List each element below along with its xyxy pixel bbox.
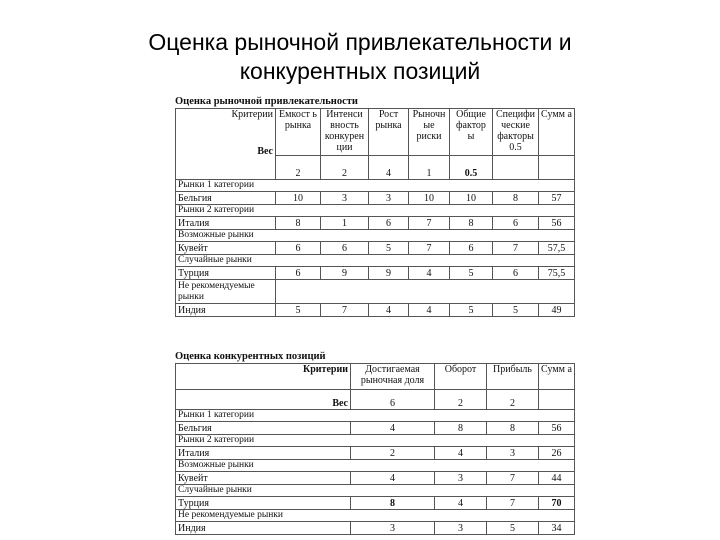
score-cell: 8 xyxy=(493,192,539,205)
score-cell: 6 xyxy=(276,267,321,280)
weight-row xyxy=(176,390,575,410)
category-label: Рынки 2 категории xyxy=(176,435,575,447)
score-cell: 6 xyxy=(493,267,539,280)
market-name: Бельгия xyxy=(176,192,276,205)
score-cell: 10 xyxy=(276,192,321,205)
competitive-positions-table xyxy=(175,351,575,535)
sum-cell: 44 xyxy=(539,472,575,485)
weight-value xyxy=(493,156,539,180)
sum-cell: 57,5 xyxy=(539,242,575,255)
score-cell: 8 xyxy=(276,217,321,230)
score-cell: 9 xyxy=(369,267,409,280)
market-name: Италия xyxy=(176,217,276,230)
header-cell: Специфи ческие факторы 0.5 xyxy=(493,109,539,156)
weight-value: 2 xyxy=(435,390,487,410)
category-label: Случайные рынки xyxy=(176,255,575,267)
weight-value: 2 xyxy=(487,390,539,410)
score-cell: 3 xyxy=(351,522,435,535)
score-cell: 8 xyxy=(450,217,493,230)
score-cell: 7 xyxy=(409,242,450,255)
header-cell: Сумм а xyxy=(539,364,575,390)
score-cell: 3 xyxy=(487,447,539,460)
score-cell: 4 xyxy=(351,422,435,435)
sum-cell: 56 xyxy=(539,217,575,230)
category-row xyxy=(176,510,575,522)
score-cell: 4 xyxy=(369,304,409,317)
score-cell: 2 xyxy=(351,447,435,460)
table-row xyxy=(176,422,575,435)
score-cell: 8 xyxy=(435,422,487,435)
score-cell: 10 xyxy=(409,192,450,205)
table-row xyxy=(176,192,575,205)
sum-cell: 70 xyxy=(539,497,575,510)
weight-value: 2 xyxy=(321,156,369,180)
category-row xyxy=(176,255,575,267)
category-row xyxy=(176,205,575,217)
score-cell: 7 xyxy=(321,304,369,317)
category-row xyxy=(176,280,575,304)
table-row xyxy=(176,304,575,317)
category-label: Возможные рынки xyxy=(176,230,575,242)
market-attractiveness-table xyxy=(175,96,575,317)
market-name: Кувейт xyxy=(176,242,276,255)
category-row xyxy=(176,485,575,497)
sum-cell: 56 xyxy=(539,422,575,435)
header-cell: Достигаемая рыночная доля xyxy=(351,364,435,390)
category-row xyxy=(176,410,575,422)
header-cell: Рост рынка xyxy=(369,109,409,156)
sum-cell: 26 xyxy=(539,447,575,460)
criteria-cell xyxy=(176,109,276,180)
category-label: Не рекомендуемые рынки xyxy=(176,280,276,304)
score-cell: 6 xyxy=(321,242,369,255)
sum-cell: 34 xyxy=(539,522,575,535)
market-name: Кувейт xyxy=(176,472,351,485)
market-name: Индия xyxy=(176,522,351,535)
market-name: Индия xyxy=(176,304,276,317)
score-cell: 3 xyxy=(435,522,487,535)
slide-title-line-2: конкурентных позиций xyxy=(239,58,481,84)
table-row xyxy=(176,447,575,460)
score-cell: 8 xyxy=(351,497,435,510)
category-label: Не рекомендуемые рынки xyxy=(176,510,575,522)
score-cell: 7 xyxy=(487,497,539,510)
score-cell: 3 xyxy=(321,192,369,205)
category-label: Рынки 1 категории xyxy=(176,410,575,422)
header-cell: Общие фактор ы xyxy=(450,109,493,156)
score-cell: 5 xyxy=(276,304,321,317)
score-cell: 3 xyxy=(435,472,487,485)
sum-cell: 49 xyxy=(539,304,575,317)
weight-value: 1 xyxy=(409,156,450,180)
header-row xyxy=(176,364,575,390)
score-cell: 6 xyxy=(450,242,493,255)
header-cell: Интенси вность конкурен ции xyxy=(321,109,369,156)
category-row xyxy=(176,180,575,192)
header-cell: Сумм а xyxy=(539,109,575,156)
weight-label: Вес xyxy=(257,146,273,157)
competitive-grid xyxy=(175,363,575,535)
score-cell: 7 xyxy=(493,242,539,255)
score-cell: 10 xyxy=(450,192,493,205)
score-cell: 4 xyxy=(435,447,487,460)
score-cell: 4 xyxy=(351,472,435,485)
sum-cell: 75,5 xyxy=(539,267,575,280)
score-cell: 7 xyxy=(409,217,450,230)
score-cell: 5 xyxy=(369,242,409,255)
category-label: Рынки 2 категории xyxy=(176,205,575,217)
table-caption: Оценка рыночной привлекательности xyxy=(175,96,358,107)
table-caption: Оценка конкурентных позиций xyxy=(175,351,326,362)
score-cell: 8 xyxy=(487,422,539,435)
sum-cell: 57 xyxy=(539,192,575,205)
weight-value: 4 xyxy=(369,156,409,180)
weight-value xyxy=(539,390,575,410)
slide-title-line-1: Оценка рыночной привлекательности и xyxy=(148,29,572,55)
category-row xyxy=(176,230,575,242)
score-cell: 5 xyxy=(487,522,539,535)
score-cell: 5 xyxy=(493,304,539,317)
score-cell: 4 xyxy=(409,267,450,280)
score-cell: 5 xyxy=(450,267,493,280)
category-label: Случайные рынки xyxy=(176,485,575,497)
score-cell: 9 xyxy=(321,267,369,280)
market-name: Италия xyxy=(176,447,351,460)
score-cell: 5 xyxy=(450,304,493,317)
criteria-label: Критерии xyxy=(176,364,351,390)
weight-label: Вес xyxy=(176,390,351,410)
score-cell: 1 xyxy=(321,217,369,230)
weight-value: 0.5 xyxy=(450,156,493,180)
score-cell: 6 xyxy=(276,242,321,255)
market-name: Турция xyxy=(176,497,351,510)
weight-value xyxy=(539,156,575,180)
header-cell: Рыночн ые риски xyxy=(409,109,450,156)
header-cell: Прибыль xyxy=(487,364,539,390)
score-cell: 7 xyxy=(487,472,539,485)
market-name: Турция xyxy=(176,267,276,280)
criteria-label: Критерии xyxy=(231,109,273,120)
weight-value: 6 xyxy=(351,390,435,410)
category-row xyxy=(176,435,575,447)
category-label: Рынки 1 категории xyxy=(176,180,575,192)
table-row xyxy=(176,267,575,280)
weight-value: 2 xyxy=(276,156,321,180)
slide-title xyxy=(0,28,720,86)
score-cell: 6 xyxy=(493,217,539,230)
category-label: Возможные рынки xyxy=(176,460,575,472)
table-row xyxy=(176,497,575,510)
table-row xyxy=(176,242,575,255)
header-row xyxy=(176,109,575,156)
header-cell: Емкост ь рынка xyxy=(276,109,321,156)
score-cell: 6 xyxy=(369,217,409,230)
score-cell: 4 xyxy=(435,497,487,510)
table-row xyxy=(176,522,575,535)
market-name: Бельгия xyxy=(176,422,351,435)
score-cell: 4 xyxy=(409,304,450,317)
table-row xyxy=(176,217,575,230)
attractiveness-grid xyxy=(175,108,575,317)
score-cell: 3 xyxy=(369,192,409,205)
header-cell: Оборот xyxy=(435,364,487,390)
category-row xyxy=(176,460,575,472)
table-row xyxy=(176,472,575,485)
